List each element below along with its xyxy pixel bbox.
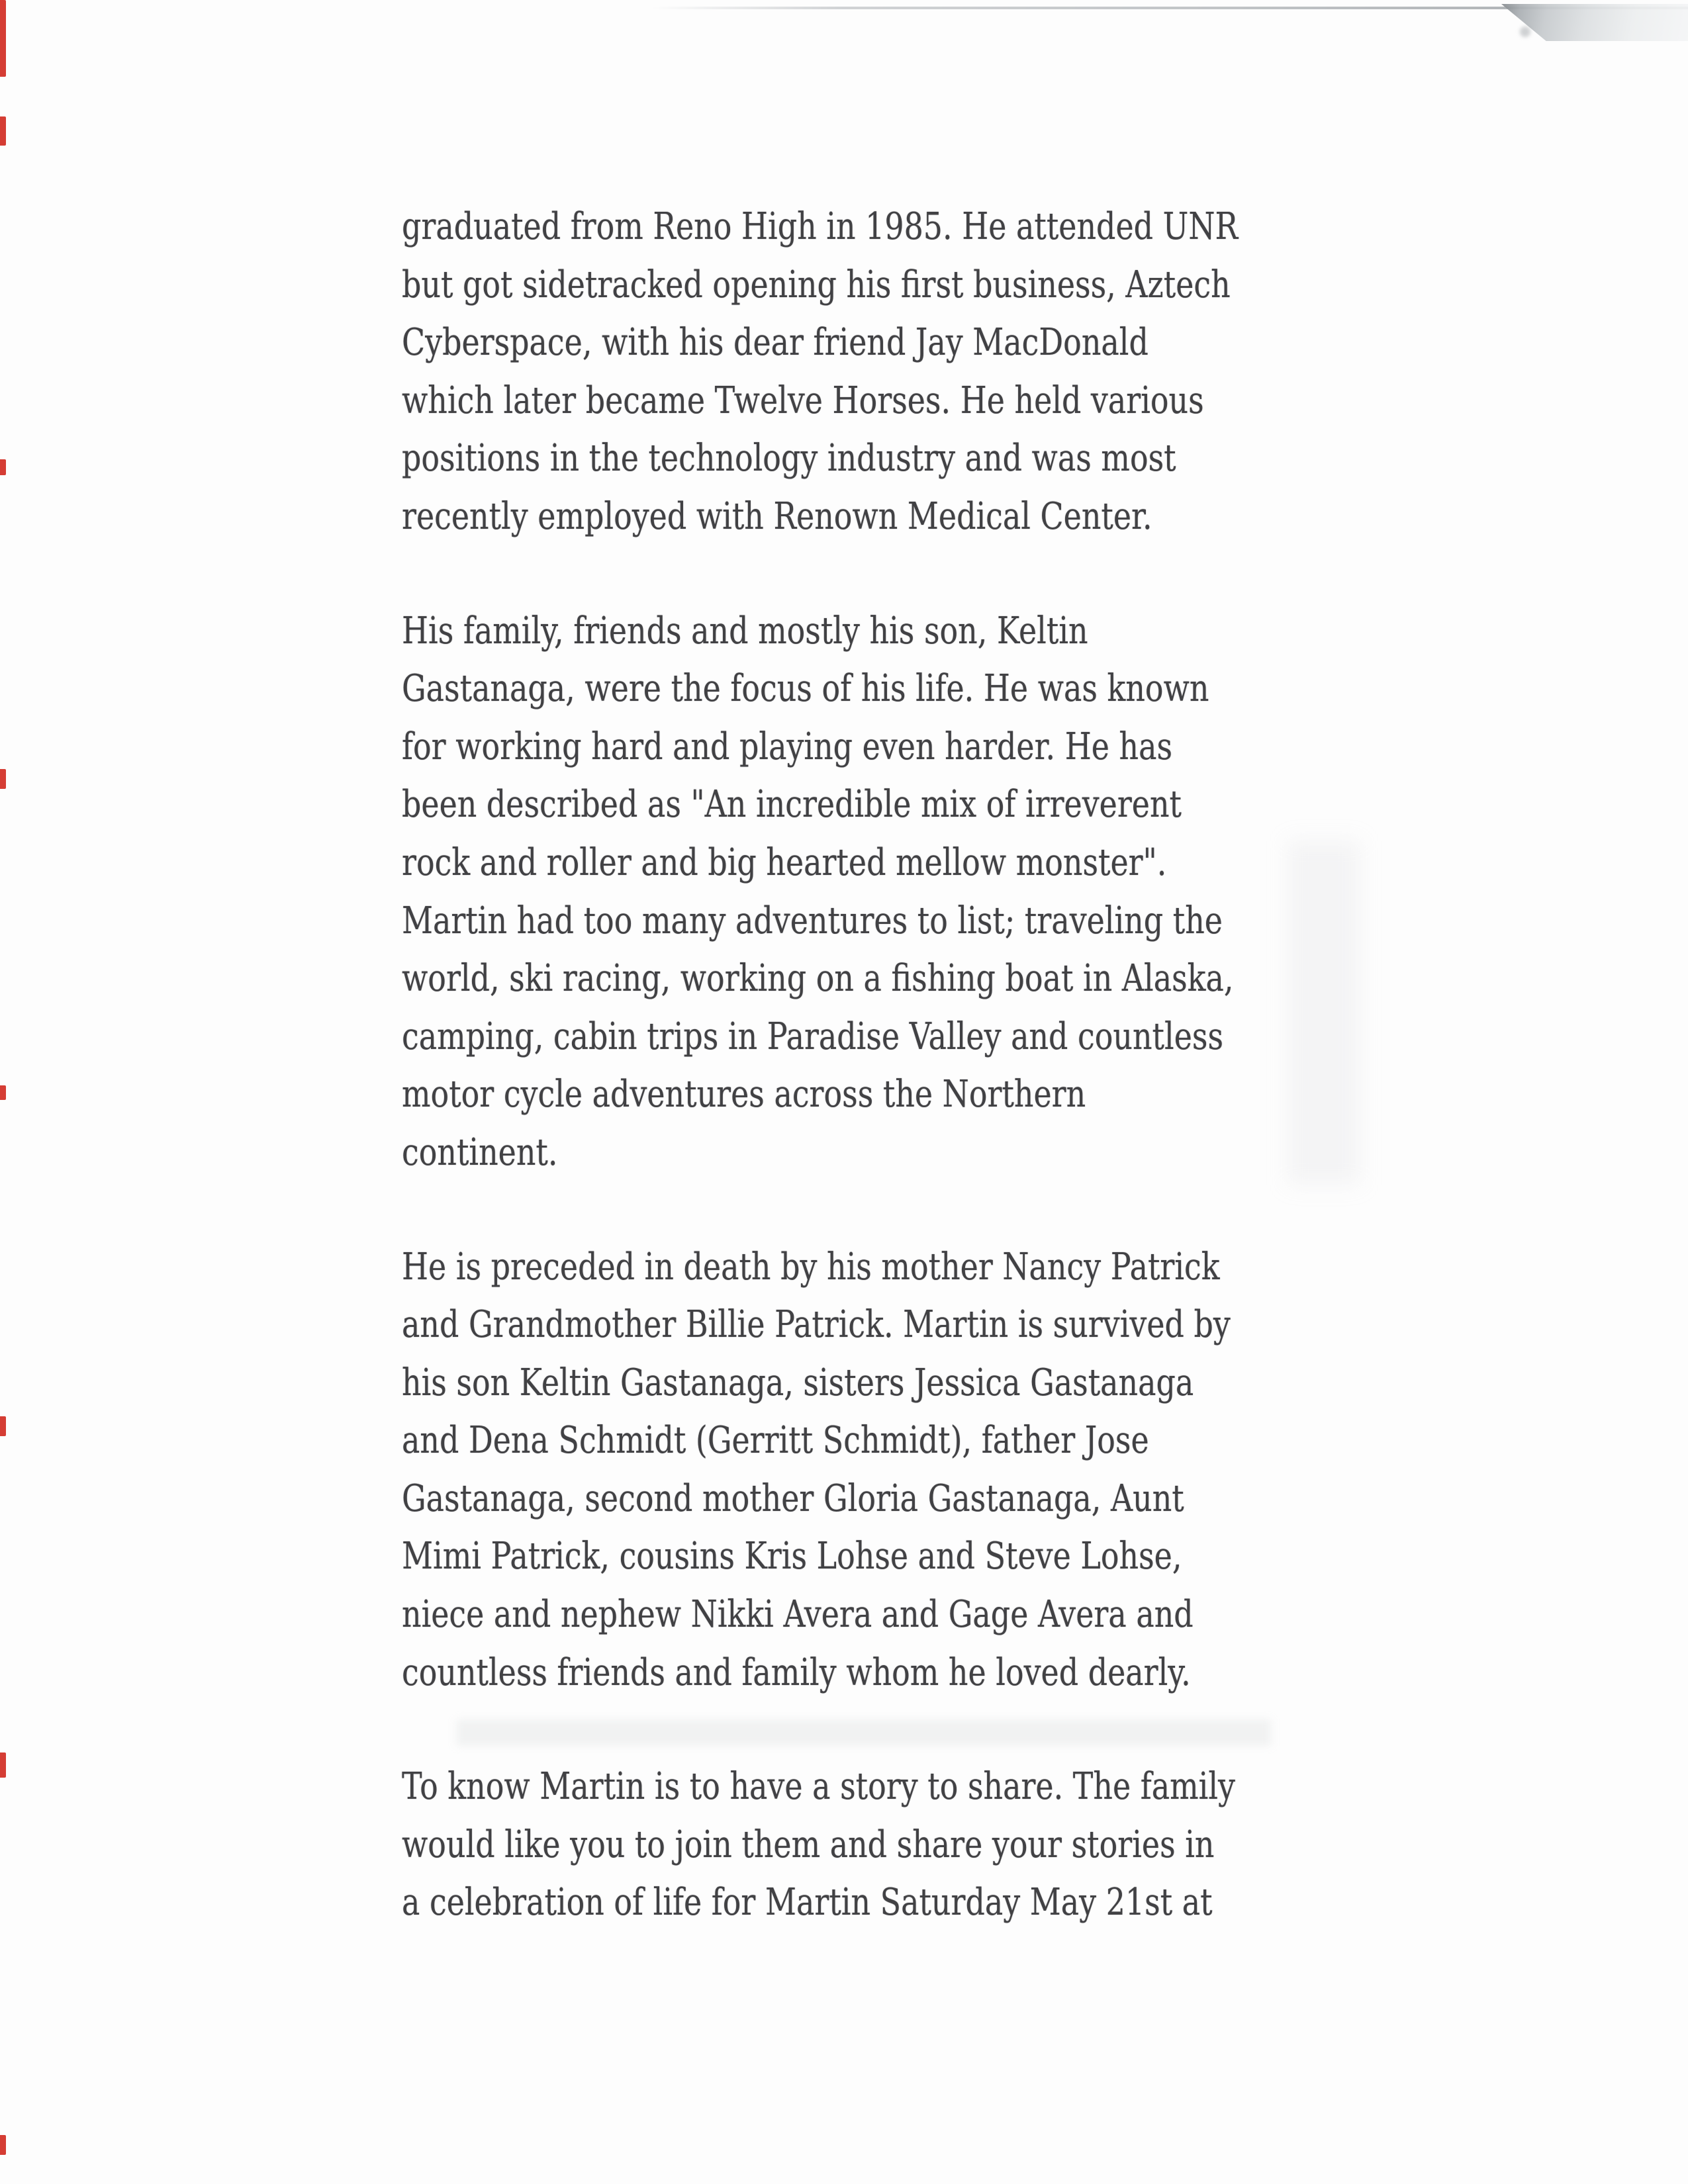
text-line: but got sidetracked opening his first business, Aztech — [402, 263, 1231, 306]
text-line: He is preceded in death by his mother Nancy Patrick — [402, 1245, 1220, 1289]
text-line: and Dena Schmidt (Gerritt Schmidt), father Jose — [402, 1419, 1149, 1463]
text-line: His family, friends and mostly his son, Keltin — [402, 609, 1088, 653]
page-corner-shadow — [1501, 4, 1688, 41]
text-line: recently employed with Renown Medical Center. — [402, 494, 1152, 538]
text-line: To know Martin is to have a story to share. The family — [402, 1765, 1235, 1809]
obituary-text-block — [402, 198, 1329, 1932]
scanner-edge-mark — [0, 459, 6, 475]
text-line: Martin had too many adventures to list; traveling the — [402, 899, 1223, 942]
obituary-paragraph — [402, 602, 1329, 1182]
text-line: motor cycle adventures across the Northern — [402, 1073, 1086, 1116]
obituary-paragraph — [402, 1238, 1329, 1702]
scanner-edge-mark — [0, 1085, 6, 1100]
scanner-edge-mark — [0, 2135, 6, 2155]
text-line: would like you to join them and share your stories in — [402, 1823, 1215, 1866]
text-line: Gastanaga, were the focus of his life. He was known — [402, 667, 1209, 711]
text-line: and Grandmother Billie Patrick. Martin is survived by — [402, 1303, 1231, 1347]
text-line: Mimi Patrick, cousins Kris Lohse and Steve Lohse, — [402, 1535, 1182, 1578]
text-line: positions in the technology industry and was most — [402, 437, 1176, 480]
text-line: continent. — [402, 1130, 558, 1174]
text-line: graduated from Reno High in 1985. He attended UNR — [402, 205, 1239, 248]
text-line: been described as "An incredible mix of irreverent — [402, 783, 1182, 827]
obituary-paragraph — [402, 198, 1329, 546]
scanner-edge-mark — [0, 1416, 6, 1436]
text-line: rock and roller and big hearted mellow monster". — [402, 841, 1167, 884]
scanner-edge-mark — [0, 0, 6, 77]
text-line: Gastanaga, second mother Gloria Gastanaga, Aunt — [402, 1477, 1184, 1520]
page-corner-shadow-speck — [1520, 26, 1530, 37]
text-line: countless friends and family whom he loved dearly. — [402, 1651, 1191, 1694]
text-line: niece and nephew Nikki Avera and Gage Avera and — [402, 1593, 1194, 1637]
text-line: Cyberspace, with his dear friend Jay MacDonald — [402, 321, 1149, 365]
text-line: world, ski racing, working on a fishing boat in Alaska, — [402, 957, 1234, 1001]
text-line: for working hard and playing even harder. He has — [402, 725, 1173, 768]
text-line: a celebration of life for Martin Saturday May 21st at — [402, 1881, 1213, 1925]
obituary-paragraph — [402, 1758, 1329, 1932]
scanner-edge-mark — [0, 769, 6, 789]
text-line: camping, cabin trips in Paradise Valley and countless — [402, 1015, 1224, 1058]
scanner-edge-mark — [0, 116, 6, 146]
text-line: which later became Twelve Horses. He held various — [402, 379, 1204, 422]
text-line: his son Keltin Gastanaga, sisters Jessica Gastanaga — [402, 1361, 1194, 1404]
scanner-edge-mark — [0, 1752, 6, 1778]
